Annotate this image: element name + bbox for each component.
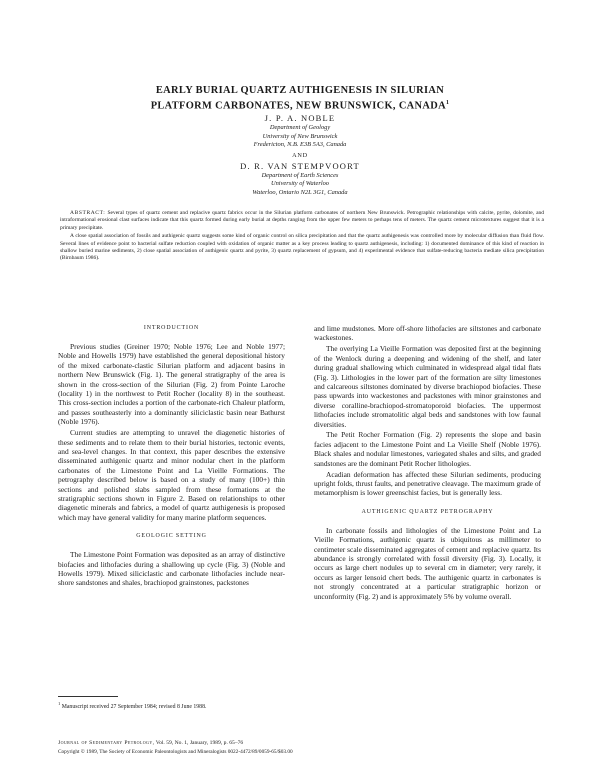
author-2-department: Department of Earth Sciences <box>261 171 339 179</box>
abstract <box>60 210 544 264</box>
journal-name: Journal of Sedimentary Petrology, <box>58 740 155 746</box>
author-block <box>100 113 500 198</box>
body-paragraph: The overlying La Vieille Formation was deposited first at the beginning of the Wenlock during a deepening and widening of the shelf, and later during gradual shallowing which culminated in widespread algal tidal flats (Fig. 3). Lithologies in the lower part of the formation are silty limestones and calcareous siltstones dominated by diverse brachiopod biofacies. These pass upwards into wackestones and packstones with minor grainstones and diverse coralline-brachiopod-stromatoporoid biofacies. The uppermost lithofacies include stromatolitic algal beds and sandstones with low faunal diversities. <box>314 344 541 429</box>
body-paragraph: Acadian deformation has affected these Silurian sediments, producing upright folds, thrust faults, and penetrative cleavage. The maximum grade of metamorphism is lower greenschist facies, but is generally less. <box>314 469 541 498</box>
body-paragraph: and lime mudstones. More off-shore lithofacies are siltstones and carbonate wackestones. <box>314 324 541 343</box>
author-1-university: University of New Brunswick <box>262 132 338 140</box>
title-footnote-mark: 1 <box>445 100 450 106</box>
author-1-name: J. P. A. NOBLE <box>264 113 336 123</box>
footnote-divider <box>58 696 118 697</box>
paper-title <box>60 84 540 112</box>
section-heading-geologic-setting: GEOLOGIC SETTING <box>136 533 207 540</box>
section-heading-petrography: AUTHIGENIC QUARTZ PETROGRAPHY <box>361 508 494 515</box>
section-heading-introduction: INTRODUCTION <box>143 325 200 331</box>
authors-and: AND <box>292 151 308 159</box>
author-2-address: Waterloo, Ontario N2L 3G1, Canada <box>252 188 348 196</box>
body-paragraph: The Petit Rocher Formation (Fig. 2) represents the slope and basin facies adjacent to the Limestone Point and La Vieille Shelf (Noble 1976). Black shales and nodular limestones, variegated shales and silts, and graded sandstones are the dominant Petit Rocher lithologies. <box>314 430 541 468</box>
footnote-mark: 1 <box>58 701 61 706</box>
author-1-address: Fredericton, N.B. E3B 5A3, Canada <box>253 141 347 149</box>
footnote: $^1$ Manuscript received 27 September 1984; revised 8 June 1988. <box>58 701 207 710</box>
abstract-paragraph-2: A close spatial association of fossils and authigenic quartz suggests some kind of organic control on silica precipitation and that the quartz authigenesis was controlled more by molecular diffusion than fluid flow. Several lines of evidence point to bacterial sulfate reduction coupled with oxidation of organic matter as a key process leading to quartz authigenesis, including: 1) documented dominance of this kind of reaction in shallow buried marine sediments, 2) close spatial association of authigenic quartz and pyrite, 3) quartz replacement of gypsum, and 4) experimental evidence that sulfate-reducing bacteria mediate silica precipitation (Birnbaum 1986). <box>60 233 544 262</box>
body-paragraph: The Limestone Point Formation was deposited as an array of distinctive biofacies and lithofacies during a shallowing up cycle (Fig. 3) (Noble and Howells 1979). Mixed siliciclastic and carbonate lithofacies include near-shore sandstones and shales, brachiopod grainstones, packstones <box>58 550 285 588</box>
abstract-paragraph-1: ABSTRACT: Several types of quartz cement and replacive quartz fabrics occur in the Silurian platform carbonates of northern New Brunswick. Petrographic relationships with calcite, pyrite, dolomite, and intraformational erosional clast surfaces indicate that this quartz formed during early burial at depths ranging from the upper few meters to perhaps tens of meters. The quartz cement microtextures suggest that it is a primary precipitate. <box>60 210 545 231</box>
journal-citation <box>58 740 558 748</box>
right-column <box>314 324 541 603</box>
copyright-line: Copyright © 1989, The Society of Economic Paleontologists and Mineralogists 0022-4472/89/0059-65/$03.00 <box>58 749 293 755</box>
author-2-university: University of Waterloo <box>271 180 329 188</box>
body-paragraph: Previous studies (Greiner 1970; Noble 1976; Lee and Noble 1977; Noble and Howells 1979) have established the general depositional history of the mixed carbonate-clastic Silurian platform and adjacent basins in northern New Brunswick (Fig. 1). The general stratigraphy of the area is shown in the cross-section of the Silurian (Fig. 2) from Pointe Laroche (locality 1) in the northwest to Petit Rocher (locality 8) in the southeast. This cross-section includes a portion of the carbonate-rich Chaleur platform, and passes southeasterly into a dominantly siliciclastic basin near Bathurst (Noble 1976). <box>58 342 285 427</box>
title-line-1: EARLY BURIAL QUARTZ AUTHIGENESIS IN SILURIAN <box>155 85 445 96</box>
abstract-label: ABSTRACT: <box>70 210 106 216</box>
left-column <box>58 324 285 589</box>
journal-details: Vol. 59, No. 1, January, 1989, p. 65–76 <box>155 740 244 746</box>
author-2-name: D. R. VAN STEMPVOORT <box>240 160 360 171</box>
author-1-department: Department of Geology <box>269 124 331 131</box>
body-paragraph: Current studies are attempting to unravel the diagenetic histories of these sediments and to relate them to their burial histories, tectonic events, and sea-level changes. In that context, this paper describes the extensive disseminated authigenic quartz and minor nodular chert in the platform carbonates of the Limestone Point and La Vieille Formations. The petrography described below is based on a study of many (100+) thin sections and polished slabs sampled from these formations at the stratigraphic sections shown in Figure 2. Based on relationships to other diagenetic minerals and fabrics, a model of quartz authigenesis is proposed which may have general validity for many marine platform sequences. <box>58 428 285 522</box>
title-line-2: PLATFORM CARBONATES, NEW BRUNSWICK, CANADA$^1$ <box>150 100 450 112</box>
body-paragraph: In carbonate fossils and lithologies of the Limestone Point and La Vieille Formations, authigenic quartz is ubiquitous as millimeter to centimeter scale disseminated aggregates of cement and replacive quartz. Its abundance is strongly correlated with fossil diversity (Fig. 3). Locally, it occurs as large chert nodules up to several cm in diameter; very rarely, it occurs as larger lensoid chert beds. The authigenic quartz in carbonates is not strongly concentrated at a particular stratigraphic horizon or unconformity (Fig. 2) and is approximately 5% by volume overall. <box>314 525 541 601</box>
